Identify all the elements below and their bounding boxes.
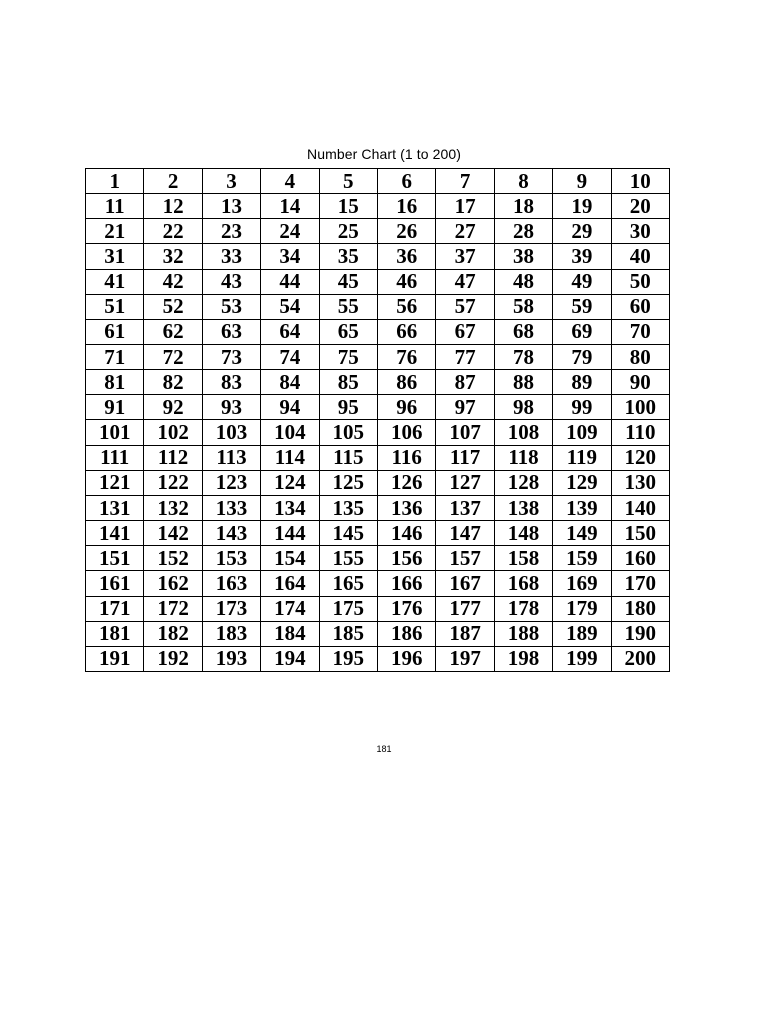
grid-cell: 60 [612, 295, 670, 320]
number-grid [85, 168, 670, 672]
grid-cell: 170 [612, 571, 670, 596]
grid-cell: 160 [612, 546, 670, 571]
grid-cell: 173 [203, 597, 261, 622]
grid-cell: 138 [495, 496, 553, 521]
grid-cell: 109 [553, 420, 611, 445]
grid-cell: 80 [612, 345, 670, 370]
grid-cell: 107 [436, 420, 494, 445]
grid-cell: 34 [261, 244, 319, 269]
grid-cell: 199 [553, 647, 611, 672]
grid-cell: 63 [203, 320, 261, 345]
grid-cell: 121 [86, 471, 144, 496]
grid-cell: 145 [320, 521, 378, 546]
grid-cell: 13 [203, 194, 261, 219]
grid-cell: 129 [553, 471, 611, 496]
grid-cell: 17 [436, 194, 494, 219]
grid-cell: 1 [86, 169, 144, 194]
grid-cell: 152 [144, 546, 202, 571]
grid-cell: 95 [320, 395, 378, 420]
grid-cell: 114 [261, 446, 319, 471]
grid-cell: 8 [495, 169, 553, 194]
grid-cell: 66 [378, 320, 436, 345]
grid-cell: 141 [86, 521, 144, 546]
grid-cell: 21 [86, 219, 144, 244]
grid-cell: 70 [612, 320, 670, 345]
grid-cell: 29 [553, 219, 611, 244]
grid-cell: 59 [553, 295, 611, 320]
grid-cell: 32 [144, 244, 202, 269]
grid-cell: 157 [436, 546, 494, 571]
grid-cell: 50 [612, 270, 670, 295]
grid-cell: 44 [261, 270, 319, 295]
grid-cell: 41 [86, 270, 144, 295]
grid-cell: 16 [378, 194, 436, 219]
grid-cell: 28 [495, 219, 553, 244]
grid-cell: 79 [553, 345, 611, 370]
grid-cell: 167 [436, 571, 494, 596]
grid-cell: 91 [86, 395, 144, 420]
grid-cell: 4 [261, 169, 319, 194]
grid-cell: 88 [495, 370, 553, 395]
grid-cell: 122 [144, 471, 202, 496]
grid-cell: 169 [553, 571, 611, 596]
grid-cell: 101 [86, 420, 144, 445]
grid-cell: 61 [86, 320, 144, 345]
grid-cell: 89 [553, 370, 611, 395]
grid-cell: 55 [320, 295, 378, 320]
grid-cell: 140 [612, 496, 670, 521]
grid-cell: 146 [378, 521, 436, 546]
grid-cell: 155 [320, 546, 378, 571]
grid-cell: 62 [144, 320, 202, 345]
grid-cell: 192 [144, 647, 202, 672]
grid-cell: 97 [436, 395, 494, 420]
grid-cell: 26 [378, 219, 436, 244]
grid-cell: 15 [320, 194, 378, 219]
grid-cell: 156 [378, 546, 436, 571]
grid-cell: 196 [378, 647, 436, 672]
grid-cell: 185 [320, 622, 378, 647]
grid-cell: 200 [612, 647, 670, 672]
grid-cell: 164 [261, 571, 319, 596]
grid-cell: 112 [144, 446, 202, 471]
grid-cell: 93 [203, 395, 261, 420]
grid-cell: 85 [320, 370, 378, 395]
grid-cell: 178 [495, 597, 553, 622]
grid-cell: 24 [261, 219, 319, 244]
grid-cell: 47 [436, 270, 494, 295]
grid-cell: 40 [612, 244, 670, 269]
grid-cell: 35 [320, 244, 378, 269]
grid-cell: 132 [144, 496, 202, 521]
grid-cell: 165 [320, 571, 378, 596]
grid-cell: 184 [261, 622, 319, 647]
grid-cell: 144 [261, 521, 319, 546]
grid-cell: 78 [495, 345, 553, 370]
grid-cell: 115 [320, 446, 378, 471]
grid-cell: 181 [86, 622, 144, 647]
grid-cell: 104 [261, 420, 319, 445]
grid-cell: 68 [495, 320, 553, 345]
grid-cell: 190 [612, 622, 670, 647]
grid-cell: 96 [378, 395, 436, 420]
grid-cell: 71 [86, 345, 144, 370]
grid-cell: 154 [261, 546, 319, 571]
grid-cell: 20 [612, 194, 670, 219]
grid-cell: 100 [612, 395, 670, 420]
grid-cell: 186 [378, 622, 436, 647]
grid-cell: 37 [436, 244, 494, 269]
grid-cell: 46 [378, 270, 436, 295]
grid-cell: 36 [378, 244, 436, 269]
grid-cell: 31 [86, 244, 144, 269]
grid-cell: 197 [436, 647, 494, 672]
grid-cell: 10 [612, 169, 670, 194]
grid-cell: 198 [495, 647, 553, 672]
grid-cell: 166 [378, 571, 436, 596]
grid-cell: 86 [378, 370, 436, 395]
grid-cell: 30 [612, 219, 670, 244]
grid-cell: 53 [203, 295, 261, 320]
grid-cell: 179 [553, 597, 611, 622]
grid-cell: 98 [495, 395, 553, 420]
grid-cell: 147 [436, 521, 494, 546]
grid-cell: 191 [86, 647, 144, 672]
grid-cell: 7 [436, 169, 494, 194]
grid-cell: 159 [553, 546, 611, 571]
grid-cell: 149 [553, 521, 611, 546]
grid-cell: 151 [86, 546, 144, 571]
grid-cell: 180 [612, 597, 670, 622]
grid-cell: 187 [436, 622, 494, 647]
grid-cell: 58 [495, 295, 553, 320]
grid-cell: 73 [203, 345, 261, 370]
grid-cell: 57 [436, 295, 494, 320]
grid-cell: 87 [436, 370, 494, 395]
grid-cell: 136 [378, 496, 436, 521]
page-number: 181 [376, 744, 392, 754]
grid-cell: 92 [144, 395, 202, 420]
grid-cell: 142 [144, 521, 202, 546]
grid-cell: 124 [261, 471, 319, 496]
grid-cell: 110 [612, 420, 670, 445]
grid-cell: 189 [553, 622, 611, 647]
grid-cell: 19 [553, 194, 611, 219]
grid-cell: 168 [495, 571, 553, 596]
grid-cell: 188 [495, 622, 553, 647]
grid-cell: 150 [612, 521, 670, 546]
grid-cell: 45 [320, 270, 378, 295]
grid-cell: 143 [203, 521, 261, 546]
grid-cell: 12 [144, 194, 202, 219]
grid-cell: 106 [378, 420, 436, 445]
grid-cell: 77 [436, 345, 494, 370]
grid-cell: 119 [553, 446, 611, 471]
grid-cell: 162 [144, 571, 202, 596]
grid-cell: 2 [144, 169, 202, 194]
grid-cell: 172 [144, 597, 202, 622]
grid-cell: 5 [320, 169, 378, 194]
grid-cell: 103 [203, 420, 261, 445]
grid-cell: 139 [553, 496, 611, 521]
grid-cell: 38 [495, 244, 553, 269]
grid-cell: 75 [320, 345, 378, 370]
grid-cell: 134 [261, 496, 319, 521]
grid-cell: 65 [320, 320, 378, 345]
grid-cell: 42 [144, 270, 202, 295]
grid-cell: 130 [612, 471, 670, 496]
grid-cell: 123 [203, 471, 261, 496]
grid-cell: 18 [495, 194, 553, 219]
grid-cell: 111 [86, 446, 144, 471]
grid-cell: 43 [203, 270, 261, 295]
grid-cell: 102 [144, 420, 202, 445]
grid-cell: 195 [320, 647, 378, 672]
grid-cell: 133 [203, 496, 261, 521]
grid-cell: 51 [86, 295, 144, 320]
grid-cell: 126 [378, 471, 436, 496]
grid-cell: 175 [320, 597, 378, 622]
grid-cell: 49 [553, 270, 611, 295]
grid-cell: 81 [86, 370, 144, 395]
grid-cell: 182 [144, 622, 202, 647]
chart-title: Number Chart (1 to 200) [306, 146, 462, 162]
grid-cell: 9 [553, 169, 611, 194]
grid-cell: 117 [436, 446, 494, 471]
grid-cell: 14 [261, 194, 319, 219]
grid-cell: 183 [203, 622, 261, 647]
grid-cell: 94 [261, 395, 319, 420]
grid-cell: 127 [436, 471, 494, 496]
grid-cell: 99 [553, 395, 611, 420]
grid-cell: 11 [86, 194, 144, 219]
grid-cell: 131 [86, 496, 144, 521]
grid-cell: 54 [261, 295, 319, 320]
grid-cell: 74 [261, 345, 319, 370]
grid-cell: 148 [495, 521, 553, 546]
grid-cell: 171 [86, 597, 144, 622]
grid-cell: 23 [203, 219, 261, 244]
grid-cell: 194 [261, 647, 319, 672]
grid-cell: 118 [495, 446, 553, 471]
grid-cell: 163 [203, 571, 261, 596]
grid-cell: 39 [553, 244, 611, 269]
grid-cell: 128 [495, 471, 553, 496]
grid-cell: 84 [261, 370, 319, 395]
grid-cell: 69 [553, 320, 611, 345]
grid-cell: 3 [203, 169, 261, 194]
grid-cell: 48 [495, 270, 553, 295]
grid-cell: 52 [144, 295, 202, 320]
grid-cell: 108 [495, 420, 553, 445]
grid-cell: 193 [203, 647, 261, 672]
grid-cell: 113 [203, 446, 261, 471]
grid-cell: 161 [86, 571, 144, 596]
grid-cell: 135 [320, 496, 378, 521]
grid-cell: 83 [203, 370, 261, 395]
grid-cell: 72 [144, 345, 202, 370]
grid-cell: 56 [378, 295, 436, 320]
grid-cell: 64 [261, 320, 319, 345]
grid-cell: 176 [378, 597, 436, 622]
grid-cell: 90 [612, 370, 670, 395]
grid-cell: 67 [436, 320, 494, 345]
grid-cell: 158 [495, 546, 553, 571]
grid-cell: 125 [320, 471, 378, 496]
grid-cell: 82 [144, 370, 202, 395]
grid-cell: 33 [203, 244, 261, 269]
grid-cell: 116 [378, 446, 436, 471]
grid-cell: 120 [612, 446, 670, 471]
grid-cell: 6 [378, 169, 436, 194]
grid-cell: 25 [320, 219, 378, 244]
grid-cell: 137 [436, 496, 494, 521]
grid-cell: 27 [436, 219, 494, 244]
grid-cell: 22 [144, 219, 202, 244]
grid-cell: 153 [203, 546, 261, 571]
grid-cell: 105 [320, 420, 378, 445]
grid-cell: 174 [261, 597, 319, 622]
grid-cell: 177 [436, 597, 494, 622]
grid-cell: 76 [378, 345, 436, 370]
